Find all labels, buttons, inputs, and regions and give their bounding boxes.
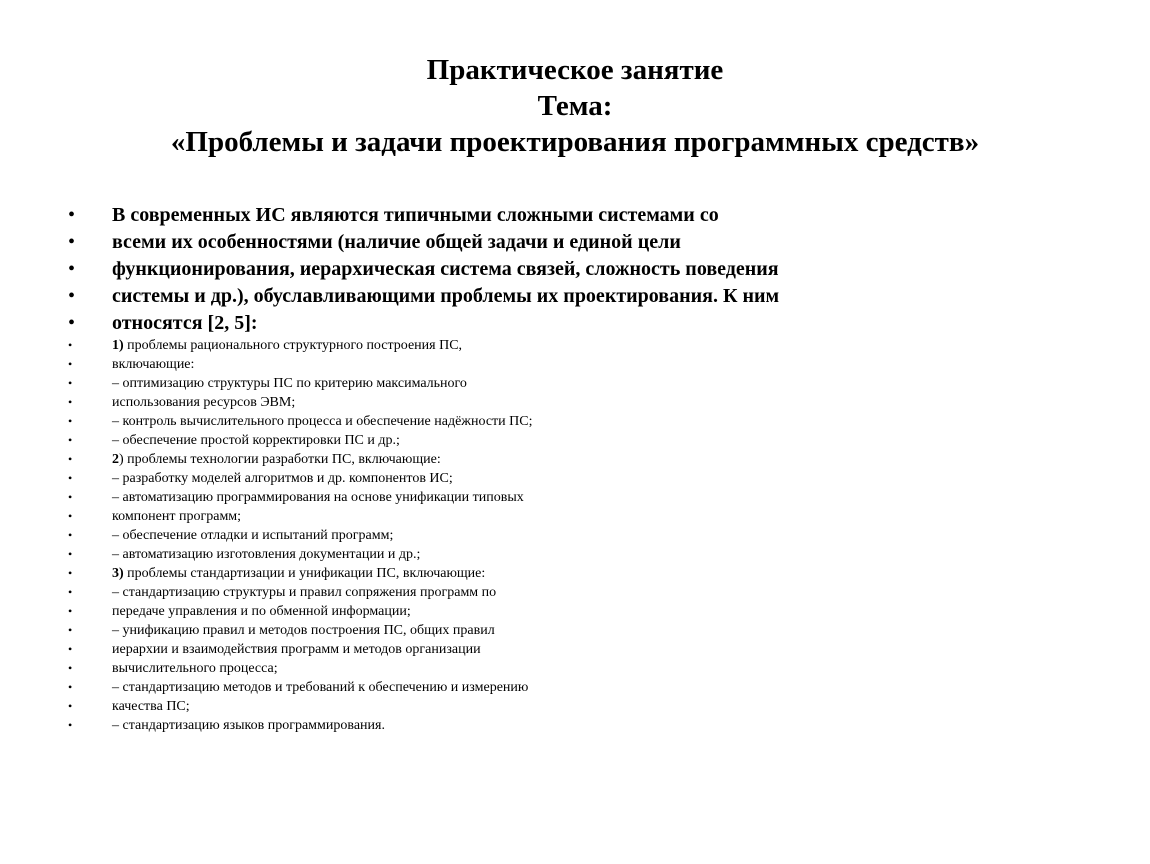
detail-line-text: – контроль вычислительного процесса и обеспечение надёжности ПС; [112, 414, 533, 429]
detail-line-text: – обеспечение отладки и испытаний программ; [112, 528, 394, 543]
bullet-icon: • [68, 338, 73, 352]
bullet-icon: • [68, 452, 73, 466]
intro-line-text: В современных ИС являются типичными сложными системами со [112, 204, 719, 226]
bullet-icon: • [68, 680, 73, 694]
bullet-icon: • [68, 312, 76, 334]
detail-line-text: – автоматизацию изготовления документации и др.; [112, 547, 421, 562]
item-number: 1) [112, 338, 124, 353]
detail-line-text: – стандартизацию структуры и правил сопряжения программ по [112, 585, 497, 600]
bullet-icon: • [68, 376, 73, 390]
bullet-icon: • [68, 285, 76, 307]
bullet-icon: • [68, 642, 73, 656]
detail-line [112, 621, 495, 640]
bullet-icon: • [68, 231, 76, 253]
detail-line [112, 659, 278, 678]
detail-line [112, 336, 462, 355]
bullet-icon: • [68, 566, 73, 580]
detail-line-text: вычислительного процесса; [112, 661, 278, 676]
detail-line [112, 602, 411, 621]
bullet-icon: • [68, 509, 73, 523]
detail-line-text: – автоматизацию программирования на основе унификации типовых [112, 490, 524, 505]
detail-line [112, 640, 481, 659]
detail-line [112, 697, 190, 716]
bullet-icon: • [68, 585, 73, 599]
slide-title [0, 52, 1150, 160]
detail-line [112, 355, 194, 374]
detail-line-text: включающие: [112, 357, 195, 372]
detail-line [112, 678, 528, 697]
detail-line [112, 374, 467, 393]
item-number: 3) [112, 566, 124, 581]
detail-line [112, 450, 441, 469]
detail-line [112, 526, 393, 545]
bullet-icon: • [68, 623, 73, 637]
detail-line-text: проблемы стандартизации и унификации ПС, включающие: [123, 566, 486, 581]
bullet-icon: • [68, 661, 73, 675]
detail-line [112, 716, 385, 735]
intro-line-text: относятся [2, 5]: [112, 312, 258, 334]
detail-line [112, 469, 453, 488]
bullet-icon: • [68, 699, 73, 713]
detail-line-text: – унификацию правил и методов построения ПС, общих правил [112, 623, 495, 638]
title-line-1: Практическое занятие [426, 54, 724, 86]
detail-line-text: качества ПС; [112, 699, 190, 714]
intro-line-text: функционирования, иерархическая система связей, сложность поведения [112, 258, 779, 280]
intro-line-text: всеми их особенностями (наличие общей задачи и единой цели [112, 231, 681, 253]
detail-line [112, 583, 496, 602]
detail-line-text: – разработку моделей алгоритмов и др. компонентов ИС; [112, 471, 453, 486]
title-line-2: Тема: [537, 90, 613, 122]
detail-line-text: – стандартизацию языков программирования. [112, 718, 385, 733]
detail-line-text: передаче управления и по обменной информации; [112, 604, 411, 619]
detail-line-text: проблемы рационального структурного построения ПС, [123, 338, 463, 353]
detail-line-text: использования ресурсов ЭВМ; [112, 395, 296, 410]
detail-line [112, 564, 485, 583]
detail-line [112, 545, 420, 564]
detail-line-text: иерархии и взаимодействия программ и методов организации [112, 642, 481, 657]
bullet-icon: • [68, 604, 73, 618]
intro-line-text: системы и др.), обуславливающими проблемы их проектирования. К ним [112, 285, 780, 307]
bullet-icon: • [68, 258, 76, 280]
bullet-icon: • [68, 471, 73, 485]
bullet-icon: • [68, 357, 73, 371]
detail-line [112, 507, 241, 526]
bullet-icon: • [68, 547, 73, 561]
detail-line-text: – обеспечение простой корректировки ПС и др.; [112, 433, 400, 448]
bullet-icon: • [68, 528, 73, 542]
detail-line [112, 431, 400, 450]
bullet-icon: • [68, 490, 73, 504]
bullet-icon: • [68, 718, 73, 732]
bullet-icon: • [68, 204, 76, 226]
bullet-icon: • [68, 395, 73, 409]
bullet-icon: • [68, 414, 73, 428]
title-line-3: «Проблемы и задачи проектирования программных средств» [170, 126, 980, 158]
detail-line-text: компонент программ; [112, 509, 242, 524]
detail-line-text: – стандартизацию методов и требований к обеспечению и измерению [112, 680, 529, 695]
detail-line [112, 412, 533, 431]
detail-line [112, 488, 524, 507]
item-number: 2 [112, 452, 119, 467]
detail-line [112, 393, 295, 412]
bullet-icon: • [68, 433, 73, 447]
detail-line-text: ) проблемы технологии разработки ПС, включающие: [119, 452, 441, 467]
detail-line-text: – оптимизацию структуры ПС по критерию максимального [112, 376, 467, 391]
